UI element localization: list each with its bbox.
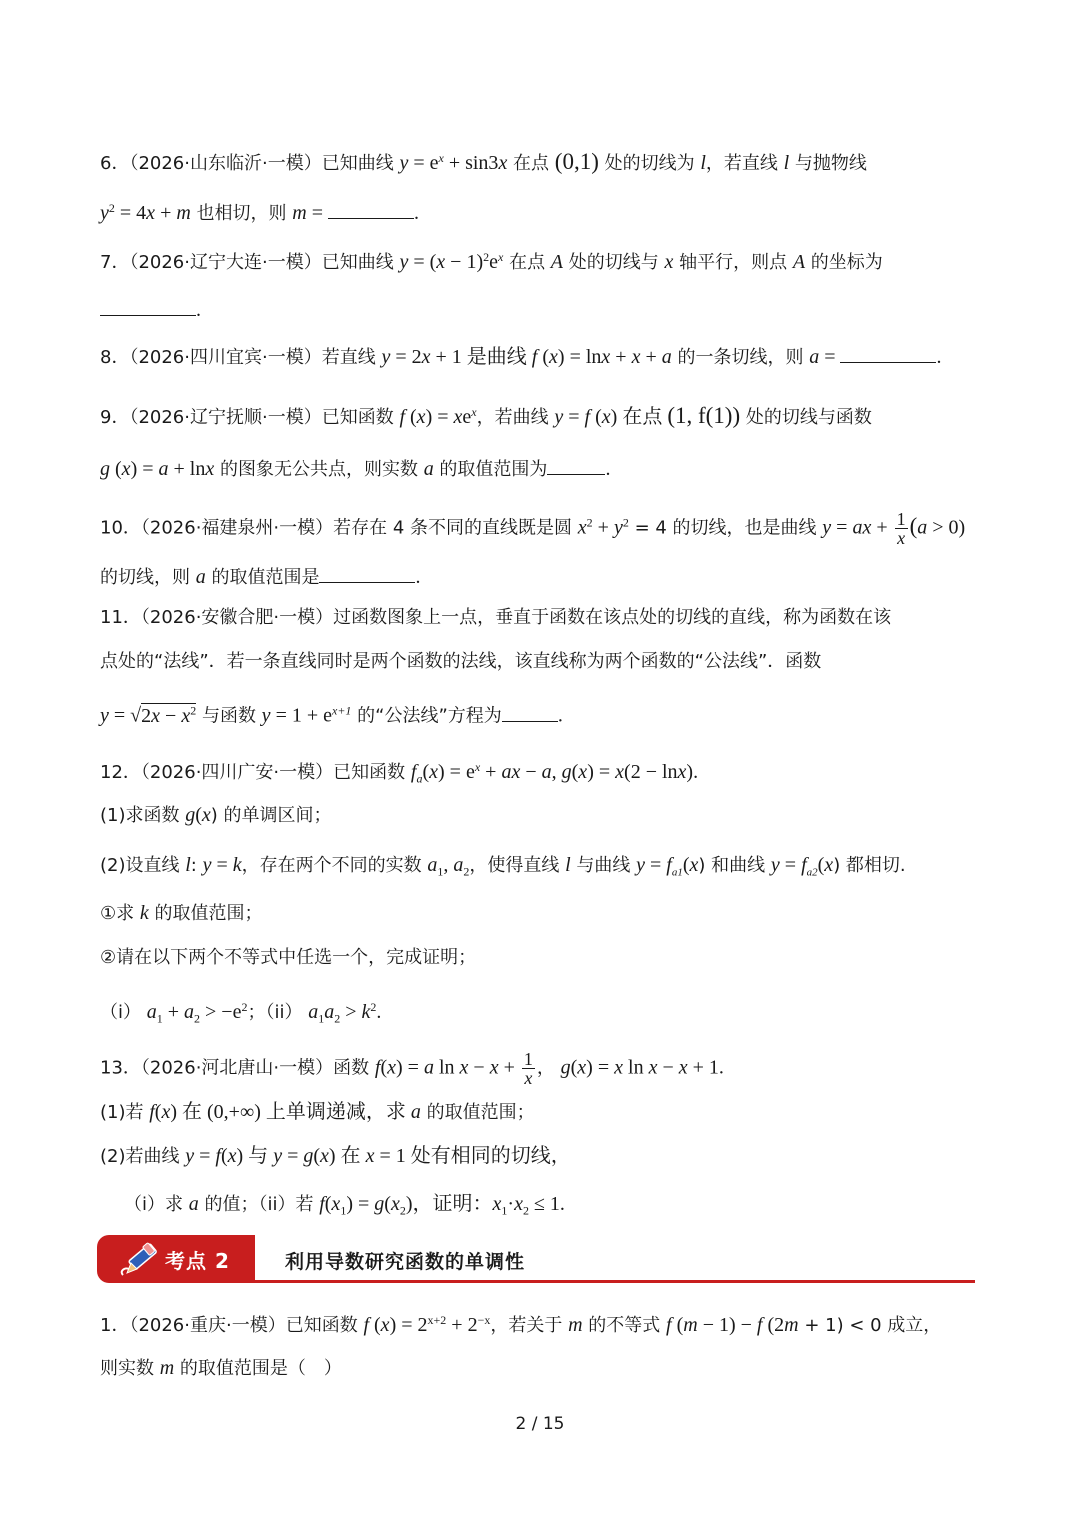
problem-6-line-2: $y^2 = 4x + m$ 也相切，则 m = . — [100, 201, 419, 224]
section-banner — [97, 1235, 977, 1285]
problem-8: 8．（2026·四川宜宾·一模）若直线 y = 2x + 1 是曲线 f (x) = lnx + x + a 的一条切线，则 a = . — [100, 346, 942, 368]
section-2-problem-1-line-2: 则实数 m 的取值范围是（ ） — [100, 1357, 342, 1379]
answer-blank[interactable] — [840, 344, 936, 363]
problem-13-subparts: （i）求 a 的值；（ii）若 $f(x_1) = g(x_2)$，证明：$x_1\cdot x_2 \le 1$. — [124, 1193, 565, 1218]
section-2-problem-1-line-1: 1．（2026·重庆·一模）已知函数 f $(x) = 2^{x+2} + 2^{-x}$，若关于 m 的不等式 f (m − 1) − f (2m + 1) < 0 成立， — [100, 1313, 942, 1336]
problem-12-part-2-i: ①求 k 的取值范围； — [100, 902, 263, 924]
problem-9-line-1: 9．（2026·辽宁抚顺·一模）已知函数 f $(x) = xe^x$，若曲线 y = f (x) 在点 (1, f(1)) 处的切线与函数 — [100, 403, 872, 428]
problem-12-inequalities: （i） $a_1 + a_2 > -e^2$；（ii） $a_1a_2 > k^2$. — [100, 1000, 382, 1026]
problem-11-line-2: 点处的“法线”．若一条直线同时是两个函数的法线，该直线称为两个函数的“公法线”．函数 — [100, 651, 822, 672]
page-number: 2 / 15 — [515, 1414, 565, 1434]
section-title: 利用导数研究函数的单调性 — [285, 1251, 526, 1273]
fraction-one-over-x: $\frac{1}{x}$ — [896, 509, 906, 548]
problem-12-line-1: 12．（2026·四川广安·一模）已知函数 $f_a(x) = e^x$ + ax − a, g(x) = x(2 − lnx). — [100, 760, 699, 786]
problem-12-part-1: (1)求函数 g(x) 的单调区间； — [100, 804, 332, 826]
problem-13-part-1: (1)若 f(x) 在 (0,+∞) 上单调递减，求 a 的取值范围； — [100, 1101, 535, 1123]
problem-10-line-2: 的切线，则 a 的取值范围是 . — [100, 566, 421, 588]
answer-blank[interactable] — [502, 703, 558, 722]
problem-12-part-2: (2)设直线 l: y = k，存在两个不同的实数 $a_1$, $a_2$，使得直线 l 与曲线 $y = f_{a1}(x)$ 和曲线 $y = f_{a2}(x)$ 都相切. — [100, 854, 906, 879]
problem-9-line-2: g (x) = a + lnx 的图象无公共点，则实数 a 的取值范围为 . — [100, 458, 611, 480]
answer-blank[interactable] — [319, 564, 415, 583]
section-underline — [255, 1280, 975, 1283]
problem-7-line-1: 7．（2026·辽宁大连·一模）已知曲线 $y = (x - 1)^2e^x$ 在点 A 处的切线与 x 轴平行，则点 A 的坐标为 — [100, 250, 883, 273]
answer-blank[interactable] — [100, 297, 196, 316]
answer-blank[interactable] — [328, 200, 414, 219]
problem-11-line-1: 11．（2026·安徽合肥·一模）过函数图象上一点，垂直于函数在该点处的切线的直线，称为函数在该 — [100, 607, 892, 628]
problem-6-line-1: 6．（2026·山东临沂·一模）已知曲线 $y = e^x + \sin 3x$ 在点 (0,1) 处的切线为 l，若直线 l 与抛物线 — [100, 149, 867, 174]
section-tab-label: 考点 2 — [165, 1249, 230, 1273]
problem-13-part-2: (2)若曲线 y = f(x) 与 y = g(x) 在 x = 1 处有相同的切线， — [100, 1145, 571, 1167]
problem-10-line-1: 10．（2026·福建泉州·一模）若存在 4 条不同的直线既是圆 $x^2 + y^2 = 4$ 的切线，也是曲线 y = ax + $\frac{1}{x}$ (a > 0) — [100, 509, 966, 548]
problem-11-line-3: $y = √2x - x^2$ 与函数 $y = 1 + e^{x+1}$ 的“公法线”方程为 . — [100, 703, 563, 727]
problem-13-line-1: 13．（2026·河北唐山·一模）函数 f(x) = a ln x − x + $\frac{1}{x}$ ， g(x) = x ln x − x + 1. — [100, 1049, 724, 1088]
pencil-icon — [115, 1241, 159, 1281]
answer-blank[interactable] — [547, 456, 605, 475]
problem-12-part-2-ii: ②请在以下两个不等式中任选一个，完成证明； — [100, 947, 477, 968]
problem-7-line-2: . — [100, 297, 201, 323]
fraction-one-over-x: $\frac{1}{x}$ — [523, 1049, 533, 1088]
